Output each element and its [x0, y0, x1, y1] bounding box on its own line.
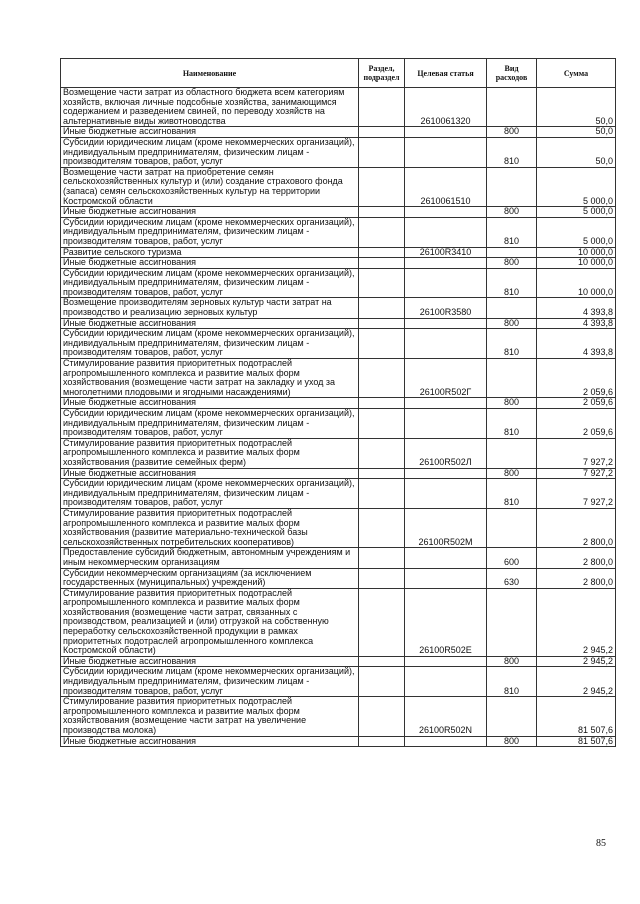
cell-target — [405, 258, 487, 269]
cell-name: Субсидии юридическим лицам (кроме некоммерческих организаций), индивидуальным предпринимателям, физическим лицам - производителям товаров, работ, услуг — [61, 217, 359, 247]
cell-sum: 50,0 — [537, 137, 616, 167]
cell-target — [405, 268, 487, 298]
cell-sum: 2 059,6 — [537, 398, 616, 409]
cell-name: Субсидии юридическим лицам (кроме некоммерческих организаций), индивидуальным предпринимателям, физическим лицам - производителям товаров, работ, услуг — [61, 667, 359, 697]
table-row — [61, 468, 616, 479]
cell-type: 800 — [487, 398, 537, 409]
table-row — [61, 258, 616, 269]
table-row — [61, 88, 616, 127]
cell-section — [359, 258, 405, 269]
cell-section — [359, 398, 405, 409]
cell-target — [405, 468, 487, 479]
cell-sum: 2 945,2 — [537, 656, 616, 667]
cell-sum: 50,0 — [537, 127, 616, 138]
cell-target — [405, 656, 487, 667]
cell-target — [405, 568, 487, 588]
cell-target: 26100R3580 — [405, 298, 487, 318]
table-row — [61, 697, 616, 736]
table-header-row — [61, 59, 616, 88]
table-row — [61, 268, 616, 298]
cell-name: Иные бюджетные ассигнования — [61, 127, 359, 138]
cell-target — [405, 137, 487, 167]
cell-section — [359, 217, 405, 247]
cell-target — [405, 318, 487, 329]
cell-type: 810 — [487, 479, 537, 509]
header-section: Раздел, подраздел — [359, 59, 405, 88]
cell-type: 810 — [487, 137, 537, 167]
cell-section — [359, 137, 405, 167]
header-name: Наименование — [61, 59, 359, 88]
cell-sum: 2 800,0 — [537, 508, 616, 547]
cell-type: 800 — [487, 207, 537, 218]
cell-type: 600 — [487, 548, 537, 568]
cell-section — [359, 298, 405, 318]
cell-name: Стимулирование развития приоритетных подотраслей агропромышленного комплекса и развитие малых форм хозяйствования (возмещение части затрат на закладку и уход за многолетними плодовыми и ягодными насаждениями) — [61, 359, 359, 398]
cell-section — [359, 247, 405, 258]
header-target: Целевая статья — [405, 59, 487, 88]
cell-name: Субсидии некоммерческим организациям (за исключением государственных (муниципальных) учреждений) — [61, 568, 359, 588]
cell-target — [405, 548, 487, 568]
cell-target: 26100R502Г — [405, 359, 487, 398]
cell-name: Субсидии юридическим лицам (кроме некоммерческих организаций), индивидуальным предпринимателям, физическим лицам - производителям товаров, работ, услуг — [61, 479, 359, 509]
cell-section — [359, 736, 405, 747]
cell-name: Субсидии юридическим лицам (кроме некоммерческих организаций), индивидуальным предпринимателям, физическим лицам - производителям товаров, работ, услуг — [61, 268, 359, 298]
cell-section — [359, 268, 405, 298]
header-sum: Сумма — [537, 59, 616, 88]
cell-sum: 5 000,0 — [537, 217, 616, 247]
cell-name: Иные бюджетные ассигнования — [61, 207, 359, 218]
cell-type — [487, 697, 537, 736]
table-row — [61, 207, 616, 218]
cell-section — [359, 438, 405, 468]
cell-type — [487, 298, 537, 318]
cell-target — [405, 127, 487, 138]
budget-table-sheet — [60, 58, 615, 747]
cell-section — [359, 318, 405, 329]
cell-section — [359, 508, 405, 547]
cell-section — [359, 667, 405, 697]
cell-section — [359, 568, 405, 588]
cell-name: Субсидии юридическим лицам (кроме некоммерческих организаций), индивидуальным предпринимателям, физическим лицам - производителям товаров, работ, услуг — [61, 137, 359, 167]
cell-sum: 10 000,0 — [537, 258, 616, 269]
cell-sum: 10 000,0 — [537, 247, 616, 258]
cell-sum: 7 927,2 — [537, 438, 616, 468]
cell-target — [405, 667, 487, 697]
cell-name: Иные бюджетные ассигнования — [61, 468, 359, 479]
cell-section — [359, 697, 405, 736]
cell-name: Иные бюджетные ассигнования — [61, 398, 359, 409]
table-row — [61, 247, 616, 258]
cell-type: 800 — [487, 258, 537, 269]
cell-section — [359, 588, 405, 656]
cell-name: Возмещение производителям зерновых культур части затрат на производство и реализацию зерновых культур — [61, 298, 359, 318]
cell-target — [405, 207, 487, 218]
cell-target: 26100R3410 — [405, 247, 487, 258]
cell-name: Иные бюджетные ассигнования — [61, 736, 359, 747]
cell-sum: 2 945,2 — [537, 588, 616, 656]
cell-section — [359, 88, 405, 127]
cell-target: 2610061510 — [405, 167, 487, 206]
cell-name: Иные бюджетные ассигнования — [61, 318, 359, 329]
cell-sum: 5 000,0 — [537, 207, 616, 218]
cell-name: Стимулирование развития приоритетных подотраслей агропромышленного комплекса и развитие малых форм хозяйствования (возмещение части затрат на увеличение производства молока) — [61, 697, 359, 736]
table-row — [61, 127, 616, 138]
cell-sum: 2 800,0 — [537, 568, 616, 588]
cell-target: 26100R502M — [405, 508, 487, 547]
budget-table — [60, 58, 616, 747]
table-row — [61, 398, 616, 409]
cell-sum: 4 393,8 — [537, 298, 616, 318]
table-row — [61, 479, 616, 509]
cell-section — [359, 409, 405, 439]
cell-name: Стимулирование развития приоритетных подотраслей агропромышленного комплекса и развитие малых форм хозяйствования (возмещение части затрат, связанных с производством, реализацией и (или) отгрузкой на собственную переработку сельскохозяйственной продукции в рамках приоритетных подотраслей агропромышленного комплекса Костромской области) — [61, 588, 359, 656]
table-row — [61, 329, 616, 359]
table-row — [61, 438, 616, 468]
cell-type: 810 — [487, 409, 537, 439]
table-row — [61, 137, 616, 167]
cell-target: 26100R502Л — [405, 438, 487, 468]
cell-name: Возмещение части затрат из областного бюджета всем категориям хозяйств, включая личные подсобные хозяйства, занимающимся содержанием и разведением свиней, по переводу хозяйств на альтернативные виды животноводства — [61, 88, 359, 127]
cell-section — [359, 207, 405, 218]
cell-type — [487, 88, 537, 127]
cell-target: 26100R502N — [405, 697, 487, 736]
cell-target: 26100R502E — [405, 588, 487, 656]
cell-section — [359, 656, 405, 667]
cell-type — [487, 508, 537, 547]
table-row — [61, 167, 616, 206]
cell-type — [487, 167, 537, 206]
cell-sum: 81 507,6 — [537, 697, 616, 736]
cell-type: 810 — [487, 217, 537, 247]
cell-name: Предоставление субсидий бюджетным, автономным учреждениям и иным некоммерческим организациям — [61, 548, 359, 568]
page-number: 85 — [596, 838, 606, 849]
table-row — [61, 588, 616, 656]
table-row — [61, 409, 616, 439]
cell-type: 800 — [487, 736, 537, 747]
cell-section — [359, 167, 405, 206]
cell-target: 2610061320 — [405, 88, 487, 127]
cell-sum: 50,0 — [537, 88, 616, 127]
cell-sum: 10 000,0 — [537, 268, 616, 298]
cell-name: Стимулирование развития приоритетных подотраслей агропромышленного комплекса и развитие малых форм хозяйствования (развитие семейных ферм) — [61, 438, 359, 468]
table-body — [61, 88, 616, 747]
cell-name: Возмещение части затрат на приобретение семян сельскохозяйственных культур и (или) создание страхового фонда (запаса) семян сельскохозяйственных культур на территории Костромской области — [61, 167, 359, 206]
table-row — [61, 298, 616, 318]
cell-type: 800 — [487, 318, 537, 329]
cell-target — [405, 736, 487, 747]
cell-name: Субсидии юридическим лицам (кроме некоммерческих организаций), индивидуальным предпринимателям, физическим лицам - производителям товаров, работ, услуг — [61, 409, 359, 439]
cell-sum: 81 507,6 — [537, 736, 616, 747]
header-type: Вид расходов — [487, 59, 537, 88]
cell-type — [487, 247, 537, 258]
table-row — [61, 656, 616, 667]
table-row — [61, 508, 616, 547]
table-row — [61, 217, 616, 247]
table-row — [61, 667, 616, 697]
cell-type — [487, 438, 537, 468]
table-row — [61, 736, 616, 747]
cell-type — [487, 588, 537, 656]
table-row — [61, 548, 616, 568]
cell-section — [359, 359, 405, 398]
cell-sum: 2 800,0 — [537, 548, 616, 568]
cell-sum: 4 393,8 — [537, 329, 616, 359]
cell-section — [359, 468, 405, 479]
cell-section — [359, 127, 405, 138]
cell-type: 800 — [487, 127, 537, 138]
cell-sum: 5 000,0 — [537, 167, 616, 206]
table-row — [61, 359, 616, 398]
cell-target — [405, 217, 487, 247]
cell-sum: 7 927,2 — [537, 468, 616, 479]
cell-name: Иные бюджетные ассигнования — [61, 258, 359, 269]
cell-type: 810 — [487, 268, 537, 298]
cell-target — [405, 409, 487, 439]
cell-name: Стимулирование развития приоритетных подотраслей агропромышленного комплекса и развитие малых форм хозяйствования (развитие материально-технической базы сельскохозяйственных потребительских кооперативов) — [61, 508, 359, 547]
cell-type: 810 — [487, 667, 537, 697]
cell-type: 800 — [487, 468, 537, 479]
cell-name: Субсидии юридическим лицам (кроме некоммерческих организаций), индивидуальным предпринимателям, физическим лицам - производителям товаров, работ, услуг — [61, 329, 359, 359]
table-row — [61, 568, 616, 588]
cell-type: 630 — [487, 568, 537, 588]
cell-type — [487, 359, 537, 398]
cell-name: Развитие сельского туризма — [61, 247, 359, 258]
cell-sum: 4 393,8 — [537, 318, 616, 329]
cell-sum: 2 945,2 — [537, 667, 616, 697]
cell-sum: 2 059,6 — [537, 359, 616, 398]
cell-sum: 7 927,2 — [537, 479, 616, 509]
cell-sum: 2 059,6 — [537, 409, 616, 439]
cell-target — [405, 329, 487, 359]
cell-target — [405, 479, 487, 509]
cell-section — [359, 329, 405, 359]
cell-target — [405, 398, 487, 409]
table-row — [61, 318, 616, 329]
cell-type: 810 — [487, 329, 537, 359]
cell-section — [359, 548, 405, 568]
cell-type: 800 — [487, 656, 537, 667]
cell-name: Иные бюджетные ассигнования — [61, 656, 359, 667]
cell-section — [359, 479, 405, 509]
